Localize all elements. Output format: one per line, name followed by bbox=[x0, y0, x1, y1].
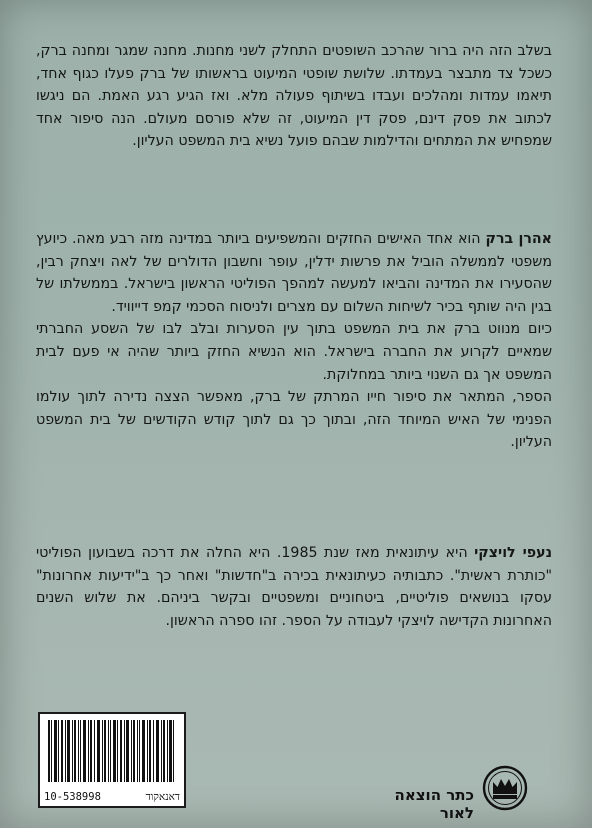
barcode-number: 10-538998 bbox=[44, 791, 101, 803]
excerpt-paragraph bbox=[36, 40, 552, 153]
keter-crown-logo-icon bbox=[480, 764, 530, 812]
author-name: נעפי לויצקי bbox=[474, 545, 552, 561]
barcode-label: דאנאקוד bbox=[145, 791, 180, 803]
publisher-name: כתר הוצאה לאור bbox=[394, 786, 474, 822]
subject-bio-paragraph-1 bbox=[36, 228, 552, 318]
subject-name: אהרן ברק bbox=[485, 231, 552, 247]
author-bio-paragraph bbox=[36, 542, 552, 632]
subject-bio bbox=[36, 228, 552, 454]
barcode-sticker bbox=[38, 712, 186, 808]
author-bio bbox=[36, 542, 552, 632]
subject-bio-paragraph-2: כיום מנווט ברק את בית המשפט בתוך עין הסערות ובלב לבו של השסע החברתי שמאיים לקרוע את החברה בישראל. הוא הנשיא החזק ביותר שהיה אי פעם לבית המשפט אך גם השנוי ביותר במחלוקת. bbox=[36, 321, 552, 383]
barcode-bars-icon bbox=[46, 720, 176, 782]
excerpt-text: בשלב הזה היה ברור שהרכב השופטים התחלק לשני מחנות. מחנה שמגר ומחנה ברק, כשכל צד מתבצר בעמדתו. שלושת שופטי המיעוט בראשותו של ברק פעלו כגוף אחד, תיאמו עמדות ומהלכים ועבדו בשיתוף פעולה מלא. ואז הגיע רגע האמת. הם ניגשו לכתוב את פסק דינם, פסק דין המיעוט, זה שלא פורסם מעולם. הנה סיפור אחד שמפחיש את המתחים והדילמות שבהם פועל נשיא בית המשפט העליון. bbox=[36, 43, 552, 150]
barcode-caption bbox=[44, 791, 180, 803]
author-bio-text: היא עיתונאית מאז שנת 1985. היא החלה את דרכה בשבועון הפוליטי "כותרת ראשית". כתבותיה כעיתונאית בכירה ב"חדשות" ואחר כך ב"ידיעות אחרונות" עסקו בנושאים פוליטיים, ביטחוניים ומשפטיים ובקשר ביניהם. את שלוש השנים האחרונות הקדישה לויצקי לעבודה על הספר. זהו ספרה הראשון. bbox=[36, 545, 552, 629]
book-description: הספר, המתאר את סיפור חייו המרתק של ברק, מאפשר הצצה נדירה לתוך עולמו הפנימי של האיש המיוחד הזה, ובתוך כך גם לתוך קודש הקודשים של בית המשפט העליון. bbox=[36, 389, 552, 451]
subject-bio-text: הוא אחד האישים החזקים והמשפיעים ביותר במדינה מזה רבע מאה. כיועץ משפטי לממשלה הוביל את פרשות ידלין, עופר וחשבון הדולרים של לאה ויצחק רבין, שהסעירו את המדינה והביאו למעשה למהפך הפוליטי הראשון בישראל. בממשלתו של בגין היה שותף בכיר לשיחות השלום עם מצרים ולניסוח הסכמי קמפ דייוויד. bbox=[36, 231, 552, 315]
